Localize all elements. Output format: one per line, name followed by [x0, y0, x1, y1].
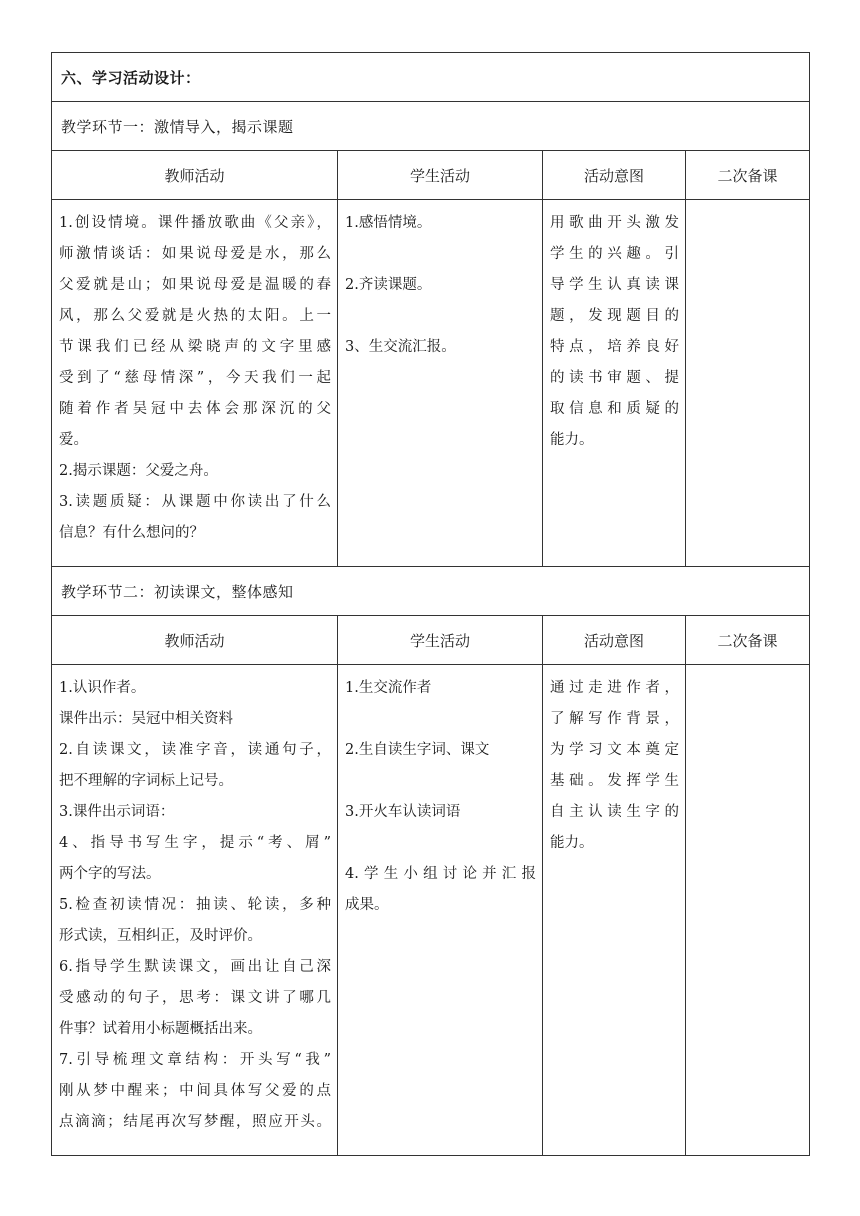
stage1-content-row: [52, 200, 810, 567]
header-teacher-activity: 教师活动: [52, 151, 338, 200]
stage2-intent-cell: [543, 665, 686, 1156]
stage2-content-row: [52, 665, 810, 1156]
stage1-student-line: 2.齐读课题。: [345, 277, 432, 293]
header-second-prep: 二次备课: [686, 151, 810, 200]
header-second-prep: 二次备课: [686, 616, 810, 665]
stage2-intent-line: 自主认读生字的: [550, 804, 679, 820]
section-title-cell: [52, 53, 810, 102]
stage2-intent-line: 基础。发挥学生: [550, 773, 679, 789]
stage2-title: 教学环节二：初读课文，整体感知: [61, 582, 294, 601]
stage2-student-line: 成果。: [345, 897, 389, 913]
stage1-teacher-line: 受到了“慈母情深”，今天我们一起: [59, 370, 331, 386]
header-activity-intent: 活动意图: [543, 151, 686, 200]
stage1-teacher-line: 3.读题质疑：从课题中你读出了什么: [59, 494, 331, 510]
stage2-teacher-line: 3.课件出示词语：: [59, 804, 175, 820]
stage2-teacher-line: 7.引导梳理文章结构：开头写“我”: [59, 1052, 331, 1068]
stage2-intent-line: 通过走进作者，: [550, 680, 679, 696]
stage2-student-line: 2.生自读生字词、课文: [345, 742, 490, 758]
stage1-intent-line: 导学生认真读课: [550, 277, 679, 293]
header-student-activity: 学生活动: [338, 151, 543, 200]
stage2-teacher-line: 6.指导学生默读课文，画出让自己深: [59, 959, 331, 975]
activity-design-table: [51, 52, 810, 1156]
stage2-teacher-line: 2.自读课文，读准字音，读通句子，: [59, 742, 331, 758]
stage1-intent-line: 能力。: [550, 432, 594, 448]
stage2-student-cell: [338, 665, 543, 1156]
stage1-intent-line: 特点，培养良好: [550, 339, 679, 355]
stage2-teacher-line: 4、指导书写生字，提示“考、屑”: [59, 835, 331, 851]
stage1-teacher-line: 风，那么父爱就是火热的太阳。上一: [59, 308, 331, 324]
stage1-teacher-line: 父爱就是山；如果说母爱是温暖的春: [59, 277, 331, 293]
stage1-intent-line: 取信息和质疑的: [550, 401, 679, 417]
stage1-title: 教学环节一：激情导入，揭示课题: [61, 117, 294, 136]
stage2-student-line: 4.学生小组讨论并汇报: [345, 866, 536, 882]
stage1-second-prep-cell: [686, 200, 810, 567]
stage1-teacher-line: 爱。: [59, 432, 88, 448]
stage2-intent-line: 了解写作背景，: [550, 711, 679, 727]
stage1-intent-line: 学生的兴趣。引: [550, 246, 679, 262]
stage2-intent-line: 为学习文本奠定: [550, 742, 679, 758]
stage2-teacher-line: 受感动的句子，思考：课文讲了哪几: [59, 990, 331, 1006]
stage1-teacher-line: 节课我们已经从梁晓声的文字里感: [59, 339, 331, 355]
stage1-student-line: 1.感悟情境。: [345, 215, 432, 231]
stage2-student-line: 1.生交流作者: [345, 680, 432, 696]
stage1-teacher-line: 师激情谈话：如果说母爱是水，那么: [59, 246, 331, 262]
header-student-activity: 学生活动: [338, 616, 543, 665]
stage2-header-row: [52, 616, 810, 665]
stage1-teacher-line: 1.创设情境。课件播放歌曲《父亲》，: [59, 215, 331, 231]
stage1-teacher-line: 随着作者吴冠中去体会那深沉的父: [59, 401, 331, 417]
stage2-teacher-line: 1.认识作者。: [59, 680, 146, 696]
section-title: 六、学习活动设计：: [61, 68, 201, 87]
header-teacher-activity: 教师活动: [52, 616, 338, 665]
stage2-teacher-line: 两个字的写法。: [59, 866, 161, 882]
stage1-student-cell: [338, 200, 543, 567]
stage2-teacher-cell: [52, 665, 338, 1156]
stage2-student-line: 3.开火车认读词语: [345, 804, 461, 820]
header-activity-intent: 活动意图: [543, 616, 686, 665]
stage2-intent-line: 能力。: [550, 835, 594, 851]
stage2-teacher-line: 课件出示：吴冠中相关资料: [59, 711, 233, 727]
stage2-teacher-line: 刚从梦中醒来；中间具体写父爱的点: [59, 1083, 331, 1099]
stage1-student-line: 3、生交流汇报。: [345, 339, 456, 355]
stage1-teacher-line: 2.揭示课题：父爱之舟。: [59, 463, 218, 479]
stage2-teacher-line: 件事？试着用小标题概括出来。: [59, 1021, 262, 1037]
stage1-intent-line: 用歌曲开头激发: [550, 215, 679, 231]
stage2-title-cell: [52, 567, 810, 616]
stage2-second-prep-cell: [686, 665, 810, 1156]
stage2-teacher-line: 5.检查初读情况：抽读、轮读，多种: [59, 897, 331, 913]
stage1-title-cell: [52, 102, 810, 151]
stage1-intent-line: 的读书审题、提: [550, 370, 679, 386]
stage1-teacher-cell: [52, 200, 338, 567]
stage2-teacher-line: 把不理解的字词标上记号。: [59, 773, 233, 789]
stage2-teacher-line: 点滴滴；结尾再次写梦醒，照应开头。: [59, 1114, 331, 1130]
stage1-intent-cell: [543, 200, 686, 567]
stage1-teacher-line: 信息？有什么想问的？: [59, 525, 204, 541]
stage1-intent-line: 题，发现题目的: [550, 308, 679, 324]
stage2-teacher-line: 形式读，互相纠正，及时评价。: [59, 928, 262, 944]
stage1-header-row: [52, 151, 810, 200]
